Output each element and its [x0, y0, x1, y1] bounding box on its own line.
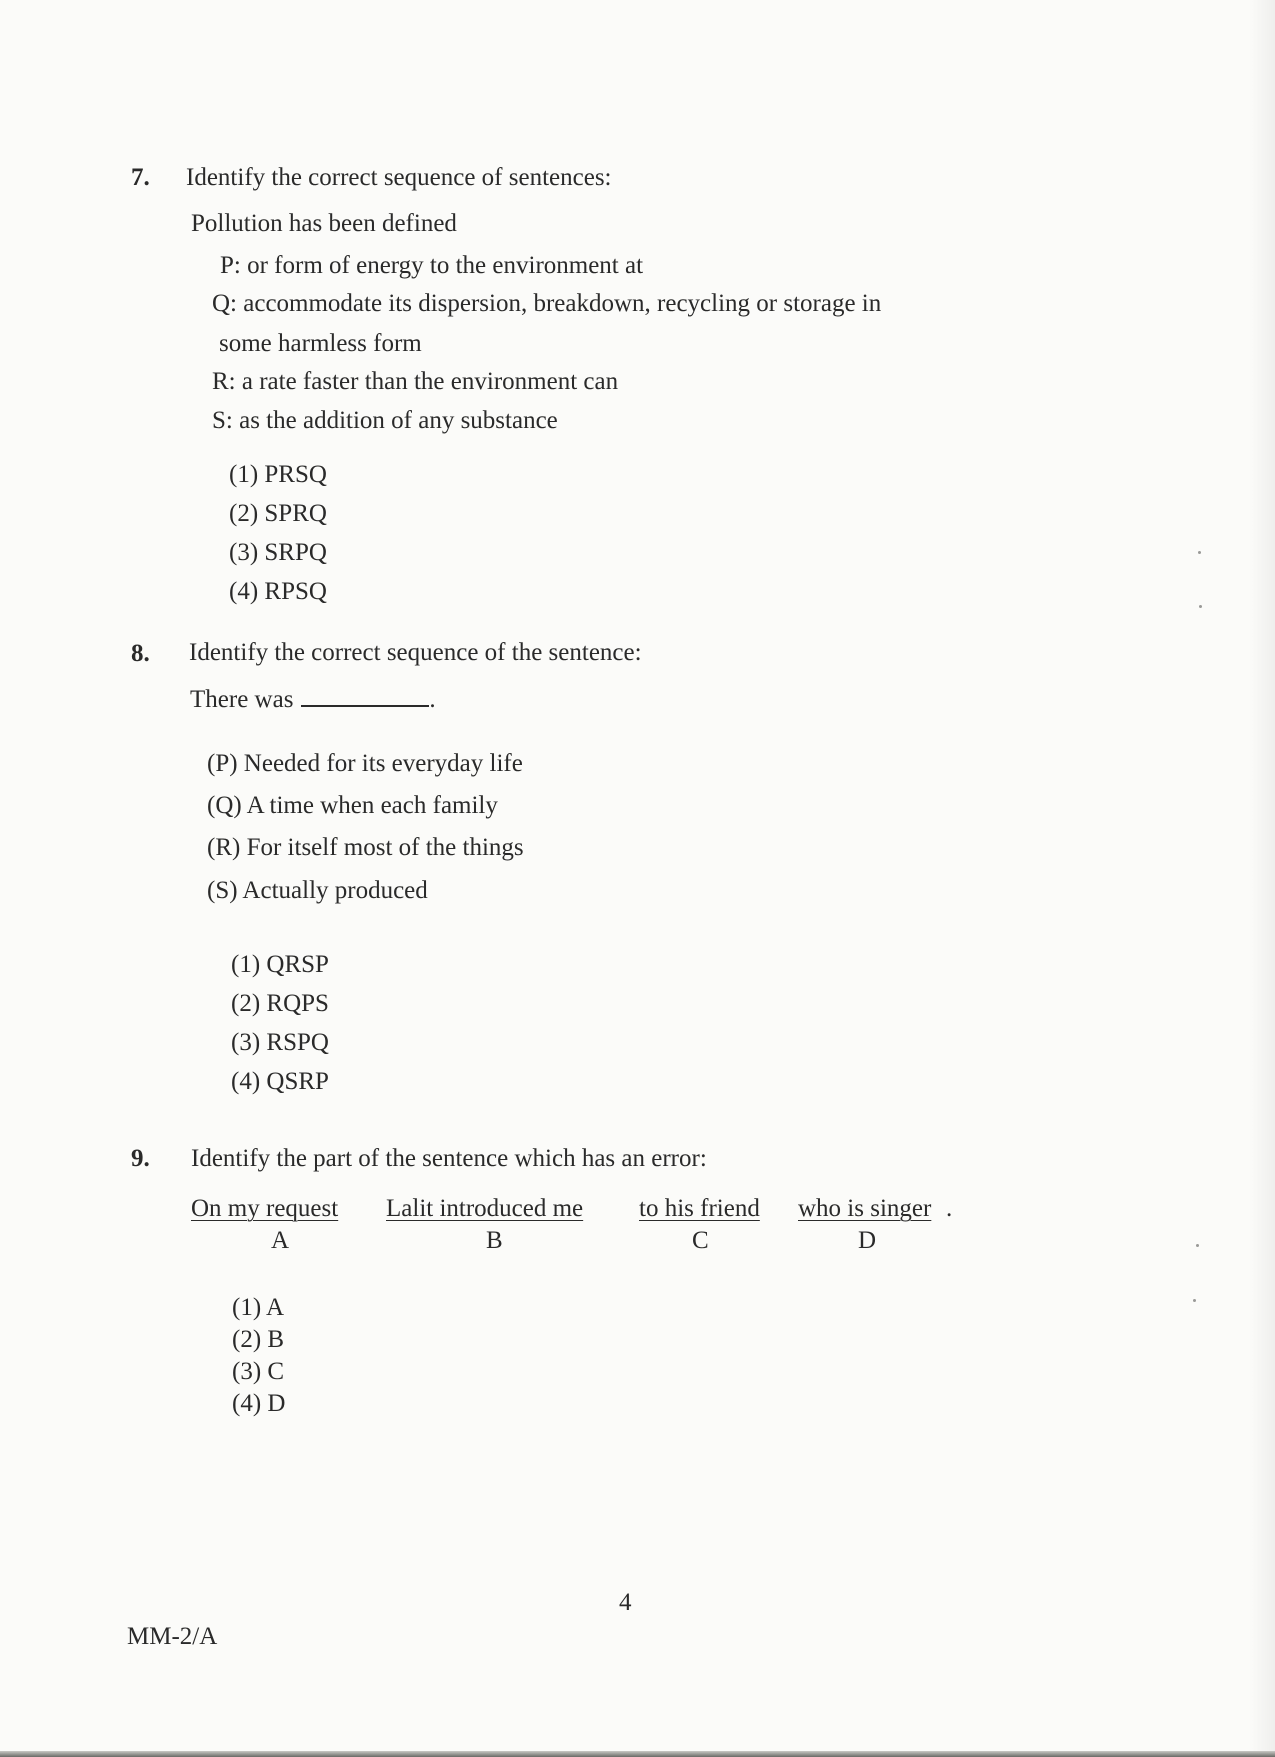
sentence-segment-c: to his friend: [639, 1195, 760, 1222]
question-7-number: 7.: [131, 164, 150, 191]
scan-speck: [1199, 605, 1202, 608]
scan-speck: [1196, 1244, 1199, 1247]
sentence-end-period: .: [946, 1195, 953, 1222]
sentence-segment-b: Lalit introduced me: [386, 1195, 584, 1222]
segment-letter-a: A: [271, 1227, 290, 1254]
question-9-number: 9.: [131, 1145, 150, 1172]
question-9-option-3: (3) C: [232, 1358, 285, 1385]
question-8-lead-text: There was: [190, 686, 294, 713]
question-8-option-2: (2) RQPS: [231, 990, 329, 1017]
sentence-segment-d: who is singer: [798, 1195, 932, 1222]
page-edge-shadow: [1249, 0, 1275, 1757]
page-bottom-edge: [0, 1751, 1275, 1757]
question-9-option-1: (1) A: [232, 1294, 285, 1321]
question-8-text: Identify the correct sequence of the sentence:: [189, 639, 642, 666]
question-7-lead: Pollution has been defined: [191, 210, 457, 237]
question-7-part-p: P: or form of energy to the environment at: [220, 252, 644, 279]
question-7-part-r: R: a rate faster than the environment can: [212, 368, 619, 395]
question-8-part-p: (P) Needed for its everyday life: [207, 750, 523, 777]
question-8-part-s: (S) Actually produced: [207, 877, 428, 904]
page-number: 4: [619, 1589, 632, 1616]
segment-letter-b: B: [486, 1227, 503, 1254]
question-7-option-1: (1) PRSQ: [229, 461, 327, 488]
question-7-option-2: (2) SPRQ: [229, 500, 327, 527]
question-8-lead-period: .: [429, 686, 436, 713]
question-7-part-q-cont: some harmless form: [219, 330, 422, 357]
question-7-option-4: (4) RPSQ: [229, 578, 327, 605]
question-8-option-1: (1) QRSP: [231, 951, 329, 978]
sentence-segment-a: On my request: [191, 1195, 339, 1222]
segment-letter-c: C: [692, 1227, 709, 1254]
answer-blank: [301, 704, 429, 707]
question-9-text: Identify the part of the sentence which has an error:: [191, 1145, 707, 1172]
question-8-option-4: (4) QSRP: [231, 1068, 329, 1095]
question-8-part-q: (Q) A time when each family: [207, 792, 498, 819]
question-8-part-r: (R) For itself most of the things: [207, 834, 524, 861]
question-7-part-s: S: as the addition of any substance: [212, 407, 558, 434]
question-9-option-2: (2) B: [232, 1326, 285, 1353]
question-8-option-3: (3) RSPQ: [231, 1029, 329, 1056]
segment-letter-d: D: [858, 1227, 877, 1254]
question-8-lead: [190, 687, 436, 712]
scan-speck: [1198, 551, 1201, 554]
question-7-option-3: (3) SRPQ: [229, 539, 327, 566]
question-7-part-q: Q: accommodate its dispersion, breakdown, recycling or storage in: [212, 290, 882, 317]
question-8-number: 8.: [131, 640, 150, 667]
question-7-text: Identify the correct sequence of sentences:: [186, 164, 612, 191]
question-9-option-4: (4) D: [232, 1390, 286, 1417]
scan-speck: [1193, 1299, 1196, 1302]
paper-code: MM-2/A: [127, 1623, 218, 1650]
